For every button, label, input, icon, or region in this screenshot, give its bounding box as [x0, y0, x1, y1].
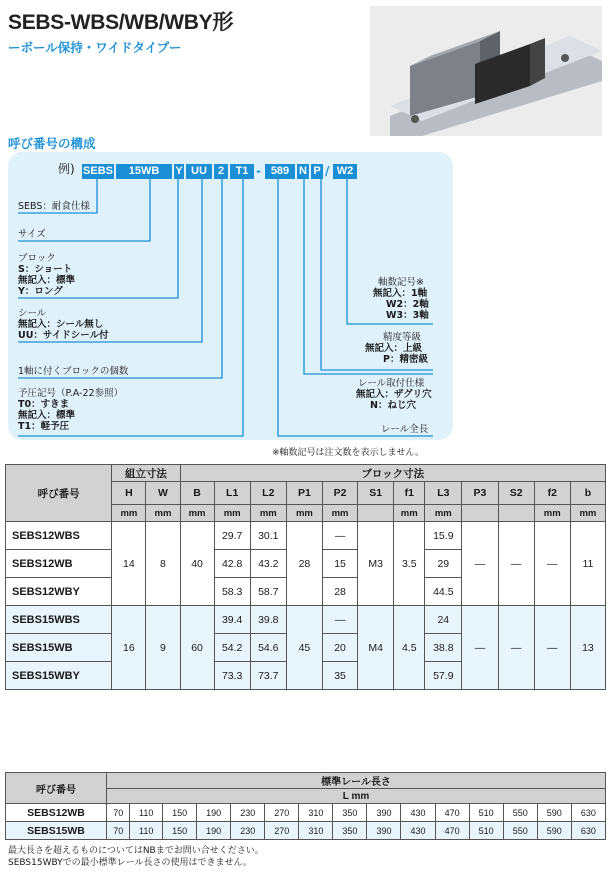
table-row — [6, 606, 606, 634]
column-header: f1 — [394, 482, 425, 505]
value-cell: 15 — [323, 550, 358, 578]
header-model: 呼び番号 — [6, 465, 112, 522]
model-cell: SEBS15WBS — [6, 606, 112, 634]
value-cell: — — [462, 522, 498, 606]
value-cell: — — [498, 522, 534, 606]
example-prefix: 例) — [58, 162, 75, 176]
value-cell: 73.7 — [250, 662, 286, 690]
value-cell: 54.6 — [250, 634, 286, 662]
label-axes-title: 軸数記号※ — [378, 277, 424, 288]
value-cell: 38.8 — [425, 634, 462, 662]
value-cell: 24 — [425, 606, 462, 634]
unit-cell: mm — [534, 505, 570, 522]
column-header: f2 — [534, 482, 570, 505]
rail-length-cell: 110 — [130, 822, 163, 840]
unit-cell — [358, 505, 394, 522]
model-cell: SEBS12WBS — [6, 522, 112, 550]
value-cell: 3.5 — [394, 522, 425, 606]
label-block-s: S：ショート — [18, 264, 73, 275]
value-cell: 8 — [146, 522, 180, 606]
code-box-length: 589 — [265, 164, 295, 179]
label-seal-uu: UU：サイドシール付 — [18, 330, 109, 341]
column-header: W — [146, 482, 180, 505]
model-cell: SEBS15WB — [6, 634, 112, 662]
code-separator-slash: / — [325, 164, 330, 178]
label-axes-1: 無記入：1軸 — [373, 288, 428, 299]
value-cell: 73.3 — [214, 662, 250, 690]
value-cell: 39.8 — [250, 606, 286, 634]
unit-cell: mm — [112, 505, 146, 522]
value-cell: 16 — [112, 606, 146, 690]
rail-header-unit: L mm — [107, 789, 606, 804]
rail-length-table — [5, 772, 606, 840]
value-cell: M4 — [358, 606, 394, 690]
label-preload-std: 無記入：標準 — [18, 410, 76, 421]
page-title: SEBS-WBS/WB/WBY形 — [8, 11, 234, 34]
column-header: P1 — [286, 482, 322, 505]
notes — [8, 845, 264, 869]
rail-length-cell: 630 — [571, 822, 605, 840]
product-photo — [370, 6, 602, 136]
rail-length-cell: 150 — [163, 822, 197, 840]
value-cell: 54.2 — [214, 634, 250, 662]
rail-model-cell: SEBS12WB — [6, 804, 107, 822]
header-block: ブロック寸法 — [180, 465, 605, 482]
value-cell: 9 — [146, 606, 180, 690]
value-cell: — — [534, 522, 570, 606]
value-cell: 58.3 — [214, 578, 250, 606]
code-box-seal: UU — [186, 164, 212, 179]
value-cell: 29.7 — [214, 522, 250, 550]
value-cell: 29 — [425, 550, 462, 578]
unit-cell — [462, 505, 498, 522]
unit-cell: mm — [250, 505, 286, 522]
value-cell: 28 — [286, 522, 322, 606]
rail-length-cell: 470 — [435, 804, 469, 822]
column-header: S2 — [498, 482, 534, 505]
value-cell: M3 — [358, 522, 394, 606]
unit-cell: mm — [323, 505, 358, 522]
rail-length-cell: 230 — [231, 822, 265, 840]
label-rail-n: N：ねじ穴 — [370, 400, 416, 411]
rail-length-cell: 550 — [503, 822, 537, 840]
rail-length-cell: 510 — [469, 822, 503, 840]
rail-length-cell: 70 — [107, 822, 130, 840]
value-cell: 44.5 — [425, 578, 462, 606]
rail-header-model: 呼び番号 — [6, 773, 107, 804]
rail-length-cell: 270 — [265, 822, 299, 840]
rail-length-cell: 510 — [469, 804, 503, 822]
rail-length-cell: 110 — [130, 804, 163, 822]
page-subtitle: ーボール保持・ワイドタイプー — [8, 40, 182, 55]
code-box-grade: P — [311, 164, 323, 179]
rail-length-cell: 430 — [401, 804, 435, 822]
column-header: L3 — [425, 482, 462, 505]
rail-length-cell: 550 — [503, 804, 537, 822]
footnote: ※軸数記号は注文数を表示しません。 — [272, 448, 425, 458]
value-cell: 39.4 — [214, 606, 250, 634]
code-box-block: Y — [175, 165, 183, 177]
label-axes-3: W3：3軸 — [386, 310, 429, 321]
part-number-diagram — [8, 152, 453, 440]
rail-length-cell: 310 — [299, 804, 333, 822]
label-block-title: ブロック — [18, 253, 56, 264]
label-preload-title: 予圧記号（P.A-22参照） — [18, 388, 124, 399]
column-header: P3 — [462, 482, 498, 505]
code-box-axes: W2 — [333, 164, 357, 179]
column-header: P2 — [323, 482, 358, 505]
rail-length-cell: 230 — [231, 804, 265, 822]
label-grade-std: 無記入：上級 — [365, 343, 423, 354]
column-header: L2 — [250, 482, 286, 505]
label-block-std: 無記入：標準 — [18, 275, 76, 286]
value-cell: 15.9 — [425, 522, 462, 550]
label-seal-none: 無記入：シール無し — [18, 319, 104, 330]
label-preload-t1: T1：軽予圧 — [18, 421, 70, 432]
code-box-count: 2 — [214, 164, 228, 179]
unit-cell: mm — [214, 505, 250, 522]
note-line: SEBS15WBYでの最小標準レール長さの使用はできません。 — [8, 858, 253, 868]
value-cell: — — [534, 606, 570, 690]
unit-cell: mm — [286, 505, 322, 522]
label-preload-t0: T0：すきま — [18, 399, 70, 410]
value-cell: — — [498, 606, 534, 690]
code-box-size: 15WB — [116, 164, 172, 179]
value-cell: 11 — [570, 522, 605, 606]
label-grade-p: P：精密級 — [383, 354, 428, 365]
value-cell: 13 — [570, 606, 605, 690]
column-header: b — [570, 482, 605, 505]
dimension-table — [5, 464, 606, 690]
rail-length-cell: 590 — [537, 822, 571, 840]
section-title: 呼び番号の構成 — [8, 136, 96, 151]
value-cell: 42.8 — [214, 550, 250, 578]
rail-length-cell: 470 — [435, 822, 469, 840]
rail-row — [6, 804, 606, 822]
code-separator-dash: - — [256, 164, 261, 178]
model-cell: SEBS15WBY — [6, 662, 112, 690]
value-cell: 30.1 — [250, 522, 286, 550]
code-box-rail: N — [297, 164, 309, 179]
label-axes-2: W2：2軸 — [386, 299, 429, 310]
value-cell: 40 — [180, 522, 214, 606]
value-cell: 43.2 — [250, 550, 286, 578]
note-line: 最大長さを超えるものについてはNBまでお問い合せください。 — [8, 846, 264, 856]
label-series: SEBS：耐食仕様 — [18, 201, 90, 212]
label-rail-title: レール取付仕様 — [358, 378, 425, 389]
rail-length-cell: 70 — [107, 804, 130, 822]
value-cell: — — [462, 606, 498, 690]
column-header: H — [112, 482, 146, 505]
value-cell: 45 — [286, 606, 322, 690]
value-cell: 57.9 — [425, 662, 462, 690]
value-cell: 28 — [323, 578, 358, 606]
rail-length-cell: 150 — [163, 804, 197, 822]
rail-length-cell: 190 — [197, 822, 231, 840]
unit-cell: mm — [425, 505, 462, 522]
rail-length-cell: 310 — [299, 822, 333, 840]
value-cell: 20 — [323, 634, 358, 662]
rail-length-cell: 350 — [333, 804, 367, 822]
rail-length-cell: 390 — [367, 804, 401, 822]
model-cell: SEBS12WBY — [6, 578, 112, 606]
rail-length-cell: 270 — [265, 804, 299, 822]
rail-model-cell: SEBS15WB — [6, 822, 107, 840]
value-cell: 60 — [180, 606, 214, 690]
label-seal-title: シール — [18, 308, 47, 319]
rail-length-cell: 430 — [401, 822, 435, 840]
rail-length-cell: 350 — [333, 822, 367, 840]
label-grade-title: 精度等級 — [383, 332, 422, 343]
label-block-y: Y：ロング — [18, 286, 63, 297]
unit-cell: mm — [180, 505, 214, 522]
code-box-series: SEBS — [83, 165, 113, 177]
column-header: B — [180, 482, 214, 505]
unit-cell: mm — [570, 505, 605, 522]
unit-cell: mm — [394, 505, 425, 522]
value-cell: — — [323, 522, 358, 550]
header-assembly: 組立寸法 — [112, 465, 180, 482]
rail-length-cell: 590 — [537, 804, 571, 822]
value-cell: 58.7 — [250, 578, 286, 606]
column-header: S1 — [358, 482, 394, 505]
rail-header-title: 標準レール長さ — [107, 773, 606, 789]
rail-row — [6, 822, 606, 840]
code-box-preload: T1 — [230, 164, 254, 179]
value-cell: 14 — [112, 522, 146, 606]
value-cell: — — [323, 606, 358, 634]
value-cell: 4.5 — [394, 606, 425, 690]
rail-length-cell: 190 — [197, 804, 231, 822]
rail-length-cell: 630 — [571, 804, 605, 822]
model-cell: SEBS12WB — [6, 550, 112, 578]
label-rail-std: 無記入：ザグリ穴 — [356, 389, 432, 400]
column-header: L1 — [214, 482, 250, 505]
label-rail-length: レール全長 — [381, 424, 429, 435]
rail-length-cell: 390 — [367, 822, 401, 840]
label-count: 1軸に付くブロックの個数 — [18, 366, 129, 377]
label-size: サイズ — [18, 229, 46, 240]
unit-cell: mm — [146, 505, 180, 522]
table-row — [6, 522, 606, 550]
unit-cell — [498, 505, 534, 522]
value-cell: 35 — [323, 662, 358, 690]
